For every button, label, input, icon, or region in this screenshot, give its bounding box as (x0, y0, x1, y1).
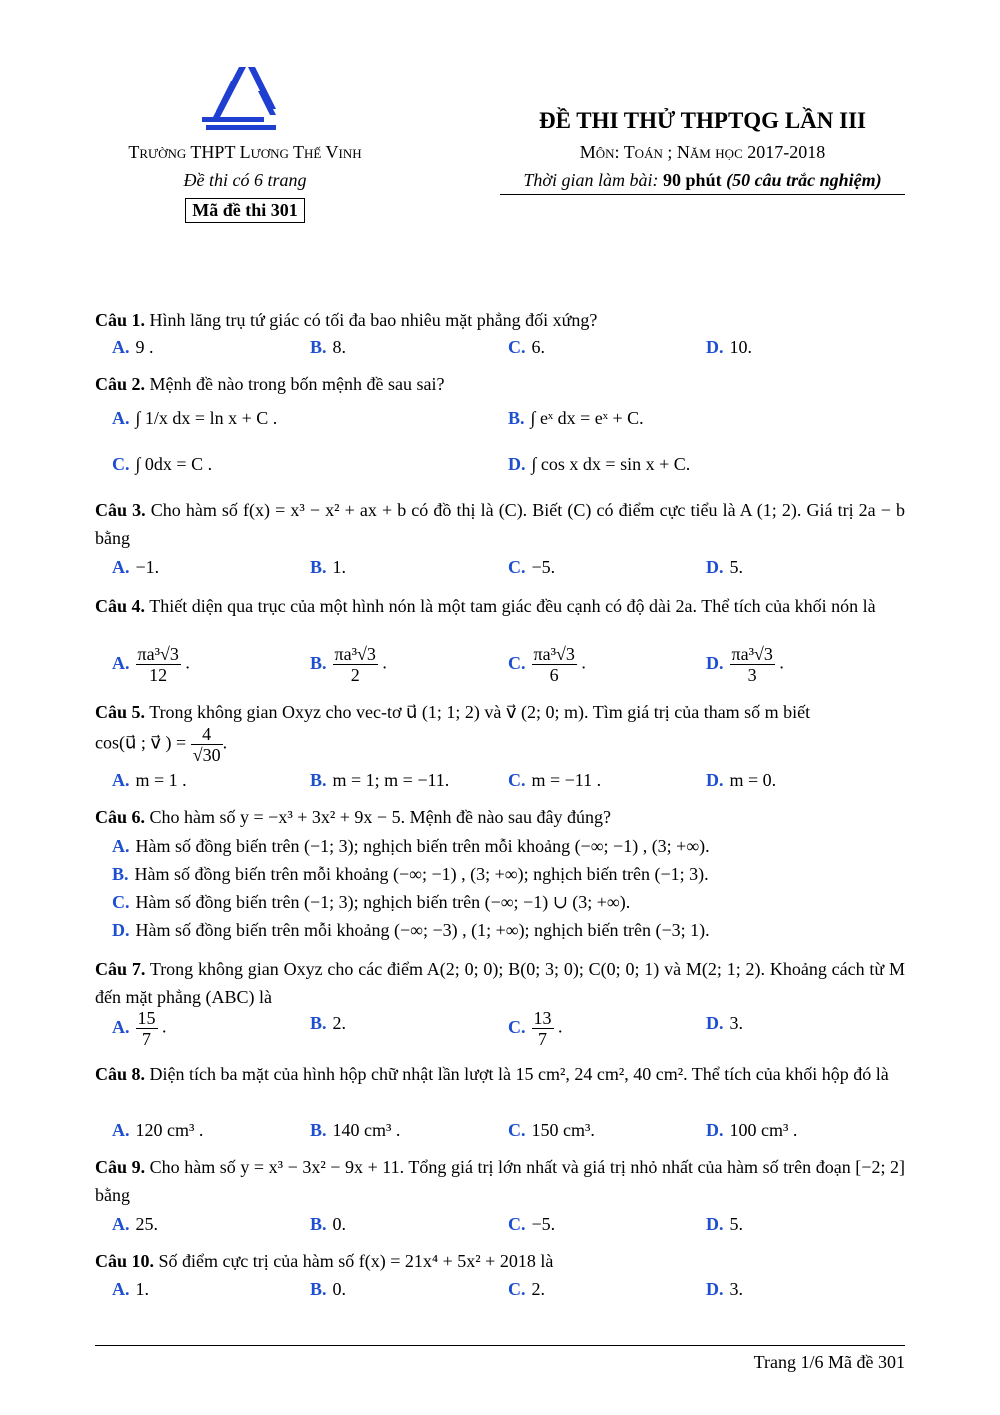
option-c[interactable]: C. Hàm số đồng biến trên (−1; 3); nghịch biến trên (−∞; −1) ∪ (3; +∞). (112, 892, 631, 912)
exam-title: ĐỀ THI THỬ THPTQG LẦN III (539, 108, 866, 133)
option-c[interactable]: C. m = −11 . (508, 770, 602, 790)
option-d[interactable]: D. Hàm số đồng biến trên mỗi khoảng (−∞; −3) , (1; +∞); nghịch biến trên (−3; 1). (112, 920, 710, 940)
school-logo (198, 65, 280, 131)
option-b[interactable]: B. 1. (310, 557, 347, 577)
option-c[interactable]: C. −5. (508, 1214, 556, 1234)
option-b[interactable]: B. 140 cm³ . (310, 1120, 401, 1140)
option-a[interactable]: A. $\frac{15}{7}$ . (112, 1008, 167, 1049)
option-a[interactable]: A. Hàm số đồng biến trên (−1; 3); nghịch biến trên mỗi khoảng (−∞; −1) , (3; +∞). (112, 836, 710, 856)
options-row (112, 831, 907, 861)
subject-year: Môn: Toán ; Năm học 2017-2018 (579, 142, 826, 162)
options-row (112, 915, 907, 945)
option-d[interactable]: D. 5. (706, 1214, 743, 1234)
option-a[interactable]: A. 120 cm³ . (112, 1120, 204, 1140)
options-row (112, 644, 907, 690)
footer-divider (95, 1345, 905, 1346)
option-b[interactable]: B. ∫ eˣ dx = eˣ + C. (508, 408, 644, 428)
option-b[interactable]: B. 8. (310, 337, 347, 357)
options-row (112, 1115, 907, 1145)
option-a[interactable]: A. m = 1 . (112, 770, 187, 790)
option-b[interactable]: B. 0. (310, 1279, 347, 1299)
option-c[interactable]: C. −5. (508, 557, 556, 577)
pages-note: Đề thi có 6 trang (183, 170, 307, 190)
question-1: Câu 1. Hình lăng trụ tứ giác có tối đa bao nhiêu mặt phẳng đối xứng? (95, 310, 598, 330)
page-footer: Trang 1/6 Mã đề 301 (753, 1352, 905, 1372)
school-name: Trường THPT Lương Thế Vinh (128, 142, 362, 162)
question-2: Câu 2. Mệnh đề nào trong bốn mệnh đề sau sai? (95, 374, 445, 394)
option-a[interactable]: A. 25. (112, 1214, 158, 1234)
option-d[interactable]: D. 10. (706, 337, 752, 357)
option-b[interactable]: B. 0. (310, 1214, 347, 1234)
option-d[interactable]: D. 3. (706, 1279, 743, 1299)
option-c[interactable]: C. 2. (508, 1279, 545, 1299)
question-6: Câu 6. Cho hàm số y = −x³ + 3x² + 9x − 5. Mệnh đề nào sau đây đúng? (95, 807, 612, 827)
option-b[interactable]: B. m = 1; m = −11. (310, 770, 450, 790)
question-8: Câu 8. Diện tích ba mặt của hình hộp chữ nhật lần lượt là 15 cm², 24 cm², 40 cm². Thể tích của khối hộp đó là (95, 1064, 889, 1084)
option-c[interactable]: C. $\frac{\text{πa³√3}}{6}$ . (508, 644, 586, 685)
option-a[interactable]: A. $\frac{\text{πa³√3}}{12}$ . (112, 644, 190, 685)
options-row (112, 449, 907, 479)
question-9: Câu 9. Cho hàm số y = x³ − 3x² − 9x + 11. Tổng giá trị lớn nhất và giá trị nhỏ nhất của hàm số trên đoạn [−2; 2] bằng (95, 1157, 906, 1205)
question-5-condition: cos(u⃗ ; v⃗ ) = $\frac{4}{√30}$ . (95, 724, 228, 765)
question-5: Câu 5. Trong không gian Oxyz cho vec-tơ u⃗ (1; 1; 2) và v⃗ (2; 0; m). Tìm giá trị của tham số m biết (95, 702, 811, 722)
time-info: Thời gian làm bài: 90 phút (50 câu trắc nghiệm) (500, 170, 905, 195)
option-c[interactable]: C. $\frac{13}{7}$ . (508, 1008, 563, 1049)
options-row (112, 765, 907, 795)
option-b[interactable]: B. Hàm số đồng biến trên mỗi khoảng (−∞; −1) , (3; +∞); nghịch biến trên (−1; 3). (112, 864, 709, 884)
exam-code-box: Mã đề thi 301 (185, 198, 305, 223)
options-row (112, 887, 907, 917)
question-3: Câu 3. Cho hàm số f(x) = x³ − x² + ax + b có đồ thị là (C). Biết (C) có điểm cực tiểu là A (1; 2). Giá trị 2a − b bằng (95, 500, 906, 548)
option-c[interactable]: C. 150 cm³. (508, 1120, 595, 1140)
option-d[interactable]: D. 100 cm³ . (706, 1120, 798, 1140)
option-c[interactable]: C. ∫ 0dx = C . (112, 454, 213, 474)
question-10: Câu 10. Số điểm cực trị của hàm số f(x) = 21x⁴ + 5x² + 2018 là (95, 1251, 554, 1271)
option-a[interactable]: A. ∫ 1/x dx = ln x + C . (112, 408, 278, 428)
option-d[interactable]: D. 5. (706, 557, 743, 577)
option-d[interactable]: D. ∫ cos x dx = sin x + C. (508, 454, 691, 474)
option-d[interactable]: D. 3. (706, 1013, 743, 1033)
options-row (112, 1209, 907, 1239)
option-d[interactable]: D. $\frac{\text{πa³√3}}{3}$ . (706, 644, 784, 685)
option-d[interactable]: D. m = 0. (706, 770, 777, 790)
option-a[interactable]: A. 9 . (112, 337, 154, 357)
option-b[interactable]: B. 2. (310, 1013, 347, 1033)
options-row (112, 1274, 907, 1304)
options-row (112, 859, 907, 889)
question-4: Câu 4. Thiết diện qua trục của một hình nón là một tam giác đều cạnh có độ dài 2a. Thể tích của khối nón là (95, 596, 876, 616)
options-row (112, 403, 907, 433)
options-row (112, 332, 907, 362)
option-c[interactable]: C. 6. (508, 337, 545, 357)
option-b[interactable]: B. $\frac{\text{πa³√3}}{2}$ . (310, 644, 387, 685)
option-a[interactable]: A. −1. (112, 557, 160, 577)
options-row (112, 1008, 907, 1054)
options-row (112, 552, 907, 582)
question-7: Câu 7. Trong không gian Oxyz cho các điểm A(2; 0; 0); B(0; 3; 0); C(0; 0; 1) và M(2; 1; 2). Khoảng cách từ M đến mặt phẳng (ABC) là (95, 959, 905, 1007)
option-a[interactable]: A. 1. (112, 1279, 149, 1299)
